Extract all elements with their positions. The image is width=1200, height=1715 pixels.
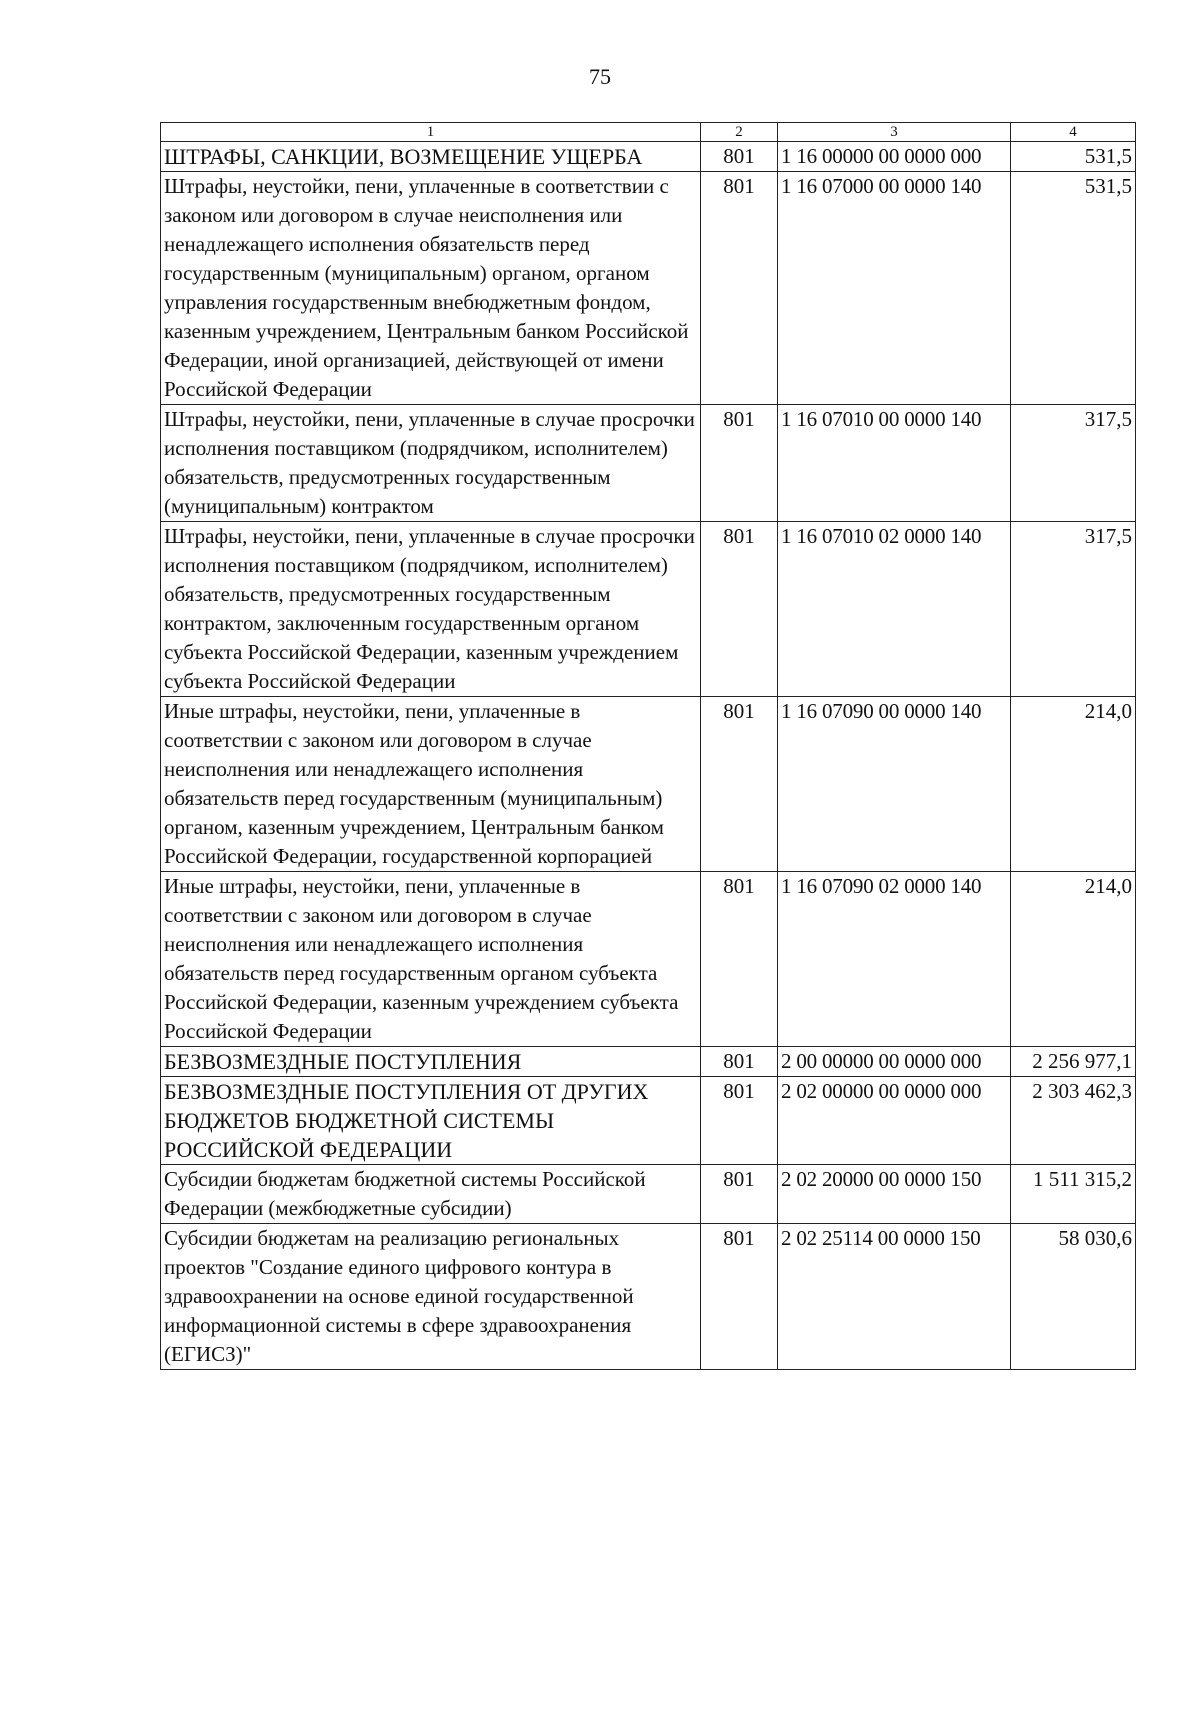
row-budget-code-cell: 2 02 25114 00 0000 150 (778, 1224, 1011, 1370)
row-admin-code-cell: 801 (701, 522, 778, 697)
row-admin-code-cell: 801 (701, 405, 778, 522)
row-name-cell: БЕЗВОЗМЕЗДНЫЕ ПОСТУПЛЕНИЯ ОТ ДРУГИХ БЮДЖЕТОВ БЮДЖЕТНОЙ СИСТЕМЫ РОССИЙСКОЙ ФЕДЕРАЦИИ (161, 1077, 701, 1165)
row-budget-code-cell: 1 16 00000 00 0000 000 (778, 142, 1011, 172)
row-admin-code-cell: 801 (701, 1165, 778, 1224)
row-amount-cell: 214,0 (1011, 697, 1136, 872)
table-row (161, 1077, 1136, 1165)
row-amount-cell: 531,5 (1011, 172, 1136, 405)
row-budget-code-cell: 1 16 07000 00 0000 140 (778, 172, 1011, 405)
table-row (161, 1047, 1136, 1077)
row-amount-cell: 2 256 977,1 (1011, 1047, 1136, 1077)
table-body (161, 142, 1136, 1370)
table-row (161, 142, 1136, 172)
row-admin-code-cell: 801 (701, 1047, 778, 1077)
table-row (161, 872, 1136, 1047)
row-admin-code-cell: 801 (701, 142, 778, 172)
row-name-cell: Иные штрафы, неустойки, пени, уплаченные в соответствии с законом или договором в случае неисполнения или ненадлежащего исполнения обязательств перед государственным органом субъекта Российской Федерации, казенным учреждением субъекта Российской Федерации (161, 872, 701, 1047)
row-amount-cell: 317,5 (1011, 522, 1136, 697)
row-budget-code-cell: 2 02 20000 00 0000 150 (778, 1165, 1011, 1224)
row-amount-cell: 214,0 (1011, 872, 1136, 1047)
row-budget-code-cell: 1 16 07090 00 0000 140 (778, 697, 1011, 872)
table-row (161, 522, 1136, 697)
row-admin-code-cell: 801 (701, 872, 778, 1047)
row-amount-cell: 58 030,6 (1011, 1224, 1136, 1370)
row-admin-code-cell: 801 (701, 697, 778, 872)
row-amount-cell: 317,5 (1011, 405, 1136, 522)
column-number-3: 3 (778, 123, 1011, 142)
row-name-cell: Штрафы, неустойки, пени, уплаченные в соответствии с законом или договором в случае неисполнения или ненадлежащего исполнения обязательств перед государственным (муниципальным) органом, органом управления государственным внебюджетным фондом, казенным учреждением, Центральным банком Российской Федерации, иной организацией, действующей от имени Российской Федерации (161, 172, 701, 405)
table-row (161, 1165, 1136, 1224)
row-amount-cell: 1 511 315,2 (1011, 1165, 1136, 1224)
row-name-cell: Субсидии бюджетам бюджетной системы Российской Федерации (межбюджетные субсидии) (161, 1165, 701, 1224)
row-name-cell: Иные штрафы, неустойки, пени, уплаченные в соответствии с законом или договором в случае неисполнения или ненадлежащего исполнения обязательств перед государственным (муниципальным) органом, казенным учреждением, Центральным банком Российской Федерации, государственной корпорацией (161, 697, 701, 872)
row-budget-code-cell: 2 00 00000 00 0000 000 (778, 1047, 1011, 1077)
revenue-table (160, 122, 1136, 1370)
table-row (161, 405, 1136, 522)
row-admin-code-cell: 801 (701, 1224, 778, 1370)
row-budget-code-cell: 1 16 07010 00 0000 140 (778, 405, 1011, 522)
row-budget-code-cell: 1 16 07090 02 0000 140 (778, 872, 1011, 1047)
row-name-cell: ШТРАФЫ, САНКЦИИ, ВОЗМЕЩЕНИЕ УЩЕРБА (161, 142, 701, 172)
table-row (161, 1224, 1136, 1370)
row-name-cell: Штрафы, неустойки, пени, уплаченные в случае просрочки исполнения поставщиком (подрядчиком, исполнителем) обязательств, предусмотренных государственным контрактом, заключенным государственным органом субъекта Российской Федерации, казенным учреждением субъекта Российской Федерации (161, 522, 701, 697)
row-amount-cell: 531,5 (1011, 142, 1136, 172)
column-number-1: 1 (161, 123, 701, 142)
column-number-4: 4 (1011, 123, 1136, 142)
row-name-cell: Субсидии бюджетам на реализацию региональных проектов "Создание единого цифрового контура в здравоохранении на основе единой государственной информационной системы в сфере здравоохранения (ЕГИСЗ)" (161, 1224, 701, 1370)
row-budget-code-cell: 1 16 07010 02 0000 140 (778, 522, 1011, 697)
row-name-cell: БЕЗВОЗМЕЗДНЫЕ ПОСТУПЛЕНИЯ (161, 1047, 701, 1077)
table-row (161, 697, 1136, 872)
row-name-cell: Штрафы, неустойки, пени, уплаченные в случае просрочки исполнения поставщиком (подрядчиком, исполнителем) обязательств, предусмотренных государственным (муниципальным) контрактом (161, 405, 701, 522)
row-amount-cell: 2 303 462,3 (1011, 1077, 1136, 1165)
row-admin-code-cell: 801 (701, 1077, 778, 1165)
column-number-2: 2 (701, 123, 778, 142)
column-number-row (161, 123, 1136, 142)
table-row (161, 172, 1136, 405)
page-number: 75 (589, 64, 611, 89)
row-budget-code-cell: 2 02 00000 00 0000 000 (778, 1077, 1011, 1165)
row-admin-code-cell: 801 (701, 172, 778, 405)
